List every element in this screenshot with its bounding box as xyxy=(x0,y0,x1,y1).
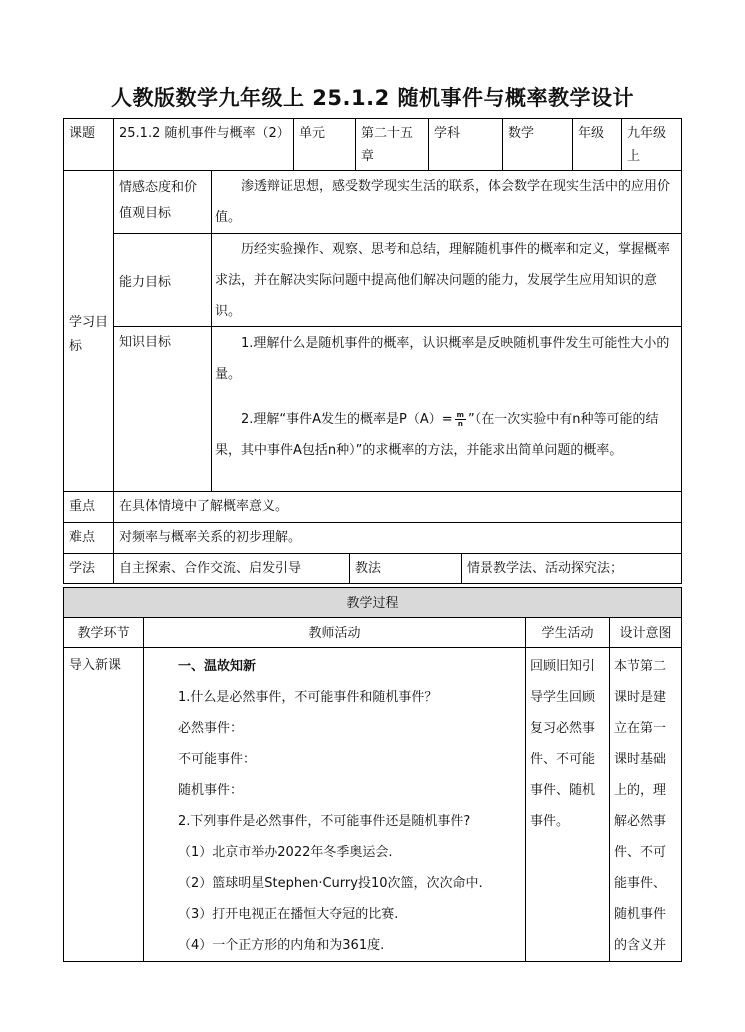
teach-method-label: 教法 xyxy=(355,561,382,576)
process-col-teacher: 教师活动 xyxy=(308,626,361,641)
knowledge-goal-label: 知识目标 xyxy=(119,335,172,350)
student-activity: 回顾旧知引导学生回顾复习必然事件、不可能事件、随机事件。 xyxy=(530,659,596,829)
process-col-stage: 教学环节 xyxy=(77,626,130,641)
teacher-heading: 一、温故知新 xyxy=(178,659,257,674)
list-item: （3）打开电视正在播恒大夺冠的比赛. xyxy=(178,907,399,922)
unit-value: 第二十五章 xyxy=(361,126,414,164)
knowledge-goal-text-1: 1.理解什么是随机事件的概率，认识概率是反映随机事件发生可能性大小的量。 xyxy=(215,336,670,382)
process-col-intent: 设计意图 xyxy=(619,626,672,641)
ability-goal-text: 历经实验操作、观察、思考和总结，理解随机事件的概率和定义，掌握概率求法，并在解决实际问题中提高他们解决问题的能力，发展学生应用知识的意识。 xyxy=(215,242,671,319)
list-item: 2.下列事件是必然事件，不可能事件还是随机事件? xyxy=(178,814,471,829)
process-col-student: 学生活动 xyxy=(541,626,594,641)
teacher-activity xyxy=(178,651,523,961)
design-intent: 本节第二课时是建立在第一课时基础上的，理解必然事件、不可能事件、随机事件的含义并 xyxy=(614,659,667,953)
teach-method-text: 情景教学法、活动探究法； xyxy=(467,561,624,576)
emotion-goal-label: 情感态度和价值观目标 xyxy=(119,180,198,221)
list-item: （1）北京市举办2022年冬季奥运会. xyxy=(178,845,393,860)
list-item: 不可能事件： xyxy=(178,752,257,767)
subject-label: 学科 xyxy=(434,126,461,141)
difficulty-label: 难点 xyxy=(69,530,96,545)
key-label: 重点 xyxy=(69,499,96,514)
subject-value: 数学 xyxy=(508,126,535,141)
key-text: 在具体情境中了解概率意义。 xyxy=(119,499,289,514)
difficulty-text: 对频率与概率关系的初步理解。 xyxy=(119,530,302,545)
topic-label: 课题 xyxy=(69,126,96,141)
emotion-goal-text: 渗透辩证思想，感受数学现实生活的联系，体会数学在现实生活中的应用价值。 xyxy=(215,179,671,225)
process-title: 教学过程 xyxy=(346,596,399,611)
page-title: 人教版数学九年级上 25.1.2 随机事件与概率教学设计 xyxy=(110,86,635,110)
unit-label: 单元 xyxy=(299,126,326,141)
probability-fraction: $\frac{m}{n}$ xyxy=(456,411,464,428)
grade-value: 九年级上 xyxy=(627,126,667,164)
ability-goal-label: 能力目标 xyxy=(119,275,172,290)
study-method-text: 自主探索、合作交流、启发引导 xyxy=(119,561,302,576)
topic-value: 25.1.2 随机事件与概率（2） xyxy=(119,126,290,141)
grade-label: 年级 xyxy=(578,126,605,141)
list-item: （2）篮球明星Stephen·Curry投10次篮，次次命中. xyxy=(178,876,483,891)
study-method-label: 学法 xyxy=(69,561,96,576)
knowledge-goal-text-2: 2.理解“事件A发生的概率是P（A）= $\frac{m}{n}$ ”（在一次实验中有n种等可能的结果，其中事件A包括n种）”的求概率的方法，并能求出简单问题的概率。 xyxy=(215,411,659,458)
process-stage: 导入新课 xyxy=(69,658,122,673)
list-item: 1.什么是必然事件，不可能事件和随机事件？ xyxy=(178,690,438,705)
list-item: 随机事件： xyxy=(178,783,244,798)
list-item: 必然事件： xyxy=(178,721,244,736)
goals-label: 学习目标 xyxy=(69,315,109,354)
list-item: （4）一个正方形的内角和为361度. xyxy=(178,938,385,953)
